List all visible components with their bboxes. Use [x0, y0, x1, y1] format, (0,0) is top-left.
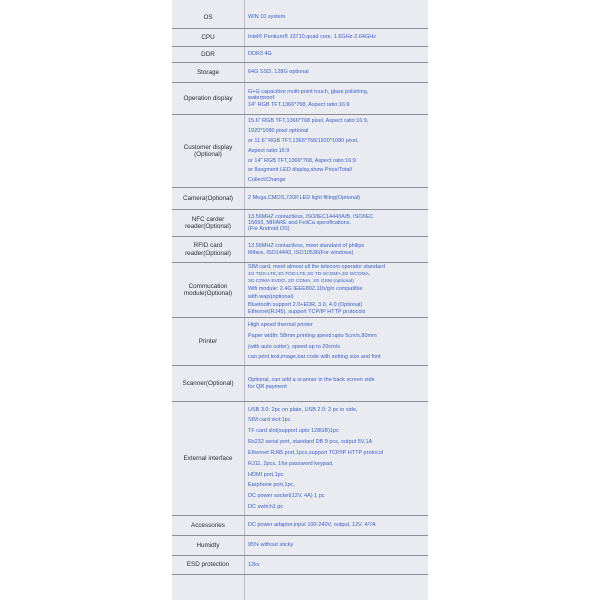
- spec-value-line: 1920*1080 pixel optional: [248, 128, 309, 135]
- spec-value: [248, 366, 426, 401]
- spec-value: [248, 29, 426, 46]
- spec-value-line: 2 Mega,CMOS,720P,LED light filling(Optional): [248, 195, 361, 202]
- spec-row: [172, 63, 428, 83]
- spec-value-line: Mifare, ISO14443, ISO10536(For windows): [248, 249, 354, 256]
- spec-value: [248, 83, 426, 114]
- spec-value-line: for QR payment: [248, 383, 287, 390]
- spec-value-line: 13.56MHZ contactless, ISO/IEC14443A/B, ISO/IEC: [248, 213, 374, 220]
- spec-label: Operation display: [183, 94, 233, 102]
- spec-value-line: DC switch1 pc: [248, 504, 284, 511]
- spec-row: [172, 115, 428, 188]
- spec-label: NFC carder reader(Optional): [185, 215, 231, 230]
- spec-value-line: Aspect ratio:16:9: [248, 147, 290, 154]
- spec-label: DDR: [201, 50, 215, 58]
- spec-label: Camera(Optional): [182, 194, 234, 202]
- spec-value-line: TF card slot(support upto 128GB)1pc: [248, 428, 339, 435]
- spec-value-line: G+G capacitive multi-point touch, glass polishing,: [248, 89, 369, 96]
- spec-value-line: or 11.6" RGB TFT,1366*768/1920*1080 pixel,: [248, 138, 359, 145]
- spec-label: Printer: [198, 337, 218, 345]
- spec-value-line: Bluetooth:support 2.0+EDR, 3.0, 4.0 (Optional): [248, 301, 363, 308]
- spec-value-line: 3G CDMA EVDO, 2G CDMA, 2G GSM (optional): [248, 279, 354, 285]
- spec-value-line: Earphone port,1pc,: [248, 482, 295, 489]
- spec-label: ESD protection: [186, 561, 230, 569]
- spec-value-line: Ethernet(RJ45), support TCP/IP HTTP protocols: [248, 309, 366, 316]
- spec-row: [172, 263, 428, 318]
- spec-value-line: SIM card, meet almost all the telecom operator standard: [248, 264, 385, 271]
- spec-value-line: Wifi module: 2.4G IEEE802.11b/g/n compatible: [248, 286, 363, 293]
- spec-value-line: Paper width: 58mm,printing speed:upto 5cm/s,80mm: [248, 333, 377, 340]
- spec-value-line: 64G SSD, 128G optional: [248, 69, 309, 76]
- spec-value-line: 13.56MHZ contactless, meet standard of philips: [248, 243, 365, 250]
- spec-label: Storage: [196, 68, 220, 76]
- spec-value-line: with wapi(optional): [248, 293, 294, 300]
- spec-value-line: 14" RGB TFT,1366*768, Aspect ratio:16:9: [248, 101, 350, 108]
- spec-value: [248, 115, 426, 187]
- spec-value: [248, 47, 426, 62]
- spec-value-line: WIN 10 system: [248, 14, 286, 21]
- spec-label: Customer display (Optional): [183, 143, 233, 158]
- spec-value: [248, 188, 426, 209]
- spec-value: [248, 516, 426, 535]
- spec-value-line: Optional, can add a scanner in the back screen side: [248, 377, 375, 384]
- spec-value: [248, 536, 426, 555]
- spec-label: Humidty: [196, 541, 220, 549]
- spec-value-line: or 14" RGB TFT,1366*768, Aspect ratio:16:9: [248, 157, 356, 164]
- spec-value-line: 4G TDD-LTE,4G FDD-LTE,3G TD-SCDMA,3G WCDMA,: [248, 272, 371, 278]
- spec-row: [172, 516, 428, 536]
- spec-value: [248, 402, 426, 515]
- spec-value: [248, 263, 426, 317]
- spec-row: [172, 318, 428, 366]
- spec-value: [248, 63, 426, 82]
- spec-row: [172, 536, 428, 556]
- spec-value-line: Collect/Change: [248, 177, 286, 184]
- spec-value-line: SIM card slot:1pc: [248, 417, 291, 424]
- spec-row: [172, 402, 428, 516]
- spec-row: [172, 188, 428, 210]
- spec-value-line: 15693, MIFARE and FeliCa specifications.: [248, 219, 352, 226]
- spec-value: [248, 7, 426, 28]
- spec-value: [248, 318, 426, 365]
- spec-value-line: Ethernet RJ45 port,1pcs,support TCP/IP HTTP protocol: [248, 449, 384, 456]
- spec-value-line: 12kv: [248, 561, 260, 568]
- spec-table: [172, 0, 428, 600]
- spec-value-line: HDMI port,1pc: [248, 471, 284, 478]
- spec-row: [172, 7, 428, 29]
- spec-row: [172, 29, 428, 47]
- spec-value-line: High speed thermal printer: [248, 322, 313, 329]
- spec-row: [172, 47, 428, 63]
- spec-label: CPU: [201, 33, 215, 41]
- spec-value: [248, 210, 426, 236]
- spec-row: [172, 210, 428, 237]
- spec-value-line: 15.6" RGB TFT,1366*768 pixel, Aspect ratio:16:9,: [248, 118, 369, 125]
- spec-value-line: 95% without sticky: [248, 542, 294, 549]
- spec-value-line: (For Android OS): [248, 226, 290, 233]
- spec-value-line: DDR3 4G: [248, 51, 272, 58]
- spec-value: [248, 237, 426, 262]
- spec-value-line: RJ11, 2pcs, 1for password keypad,: [248, 460, 334, 467]
- spec-row: [172, 237, 428, 263]
- spec-value-line: or 8segment LED display,show Price/Total/: [248, 167, 353, 174]
- spec-label: OS: [203, 13, 213, 21]
- spec-value-line: Rs232 serial port, standard DB 9 pcs, output 5V,1A: [248, 439, 373, 446]
- spec-row: [172, 83, 428, 115]
- spec-value-line: (with auto cutter), speed up to 20cm/s: [248, 343, 341, 350]
- spec-value-line: waterproof.: [248, 95, 276, 102]
- spec-label: RFID card reader(Optional): [185, 242, 231, 257]
- spec-value: [248, 556, 426, 574]
- spec-label: Commucation module(Optional): [183, 282, 233, 297]
- spec-label: Accessories: [191, 521, 225, 529]
- spec-value-line: DC power adaptor,input 100-240V, output, 12V, 4/7A: [248, 522, 376, 529]
- spec-row: [172, 556, 428, 575]
- spec-label: External interface: [183, 454, 233, 462]
- spec-value-line: Intel® Pentium® J3710,quad core, 1.6GHz-2.64GHz: [248, 34, 376, 41]
- spec-value-line: can print text,image,bar code with setting size and font: [248, 354, 381, 361]
- spec-row: [172, 366, 428, 402]
- spec-label: Scanner(Optional): [182, 379, 234, 387]
- spec-value-line: DC power socket(12V, 4A) 1 pc: [248, 493, 325, 500]
- spec-value-line: USB 3.0: 2pc on plate, USB 2.0: 2 pc in side,: [248, 406, 358, 413]
